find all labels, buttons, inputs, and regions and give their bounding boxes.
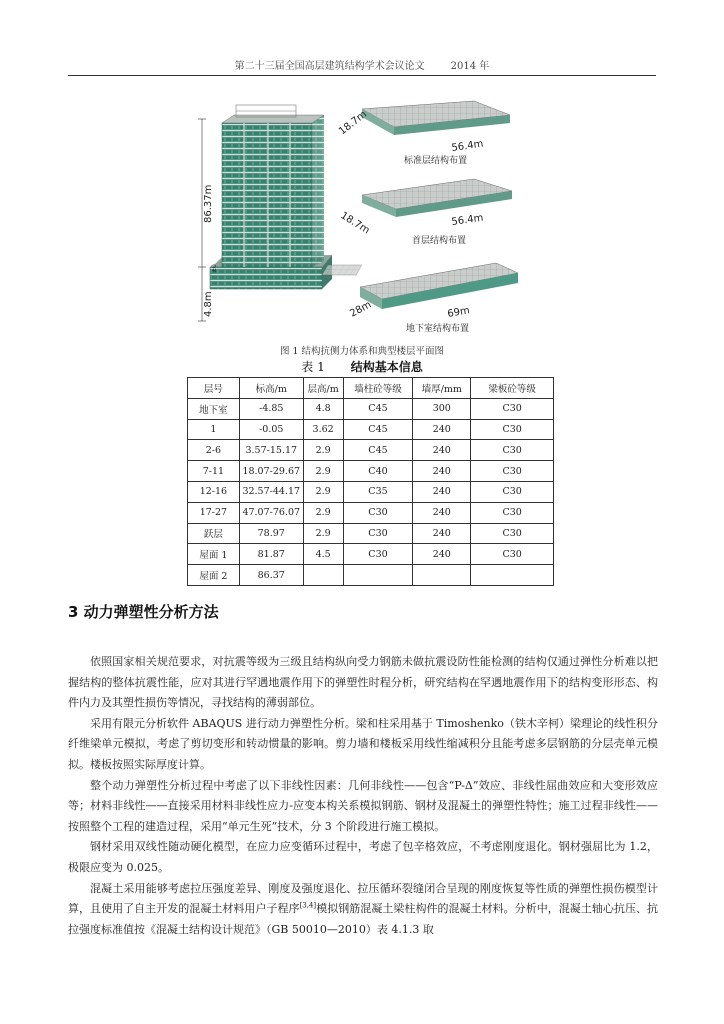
table-number: 表 1	[301, 360, 325, 374]
table-cell: C30	[471, 419, 554, 440]
table-cell: 81.87	[239, 544, 303, 565]
table-cell: 1	[188, 419, 240, 440]
table-row	[188, 481, 554, 502]
table-cell	[413, 565, 471, 586]
table-cell: 地下室	[188, 398, 240, 419]
table-cell: C40	[343, 461, 413, 482]
header-cell: 墙柱砼等级	[343, 378, 413, 399]
dim-base-height: 4.8m	[203, 291, 214, 317]
table-cell: C30	[471, 461, 554, 482]
table-cell: 3.62	[303, 419, 343, 440]
table-cell: C30	[343, 523, 413, 544]
table-cell: C30	[471, 502, 554, 523]
structure-info-table	[187, 377, 554, 586]
citation-ref: [3,4]	[299, 901, 317, 910]
basement-length: 69m	[446, 305, 471, 320]
table-cell: C35	[343, 481, 413, 502]
paragraph: 整个动力弹塑性分析过程中考虑了以下非线性因素：几何非线性——包含“P-Δ”效应、非线性屈曲效应和大变形效应等；材料非线性——直接采用材料非线性应力-应变本构关系模拟钢筋、钢材及混凝土的弹塑性特性；施工过程非线性——按照整个工程的建造过程，采用“单元生死”技术，分 3 个阶段进行施工模拟。	[68, 778, 658, 833]
table-cell: 12-16	[188, 481, 240, 502]
table-cell: -4.85	[239, 398, 303, 419]
first-floor-plan	[362, 179, 512, 217]
tower-model	[210, 105, 332, 289]
table-cell: 2.9	[303, 461, 343, 482]
table-cell: 240	[413, 440, 471, 461]
table-cell: 78.97	[239, 523, 303, 544]
table-cell: C30	[343, 544, 413, 565]
table-cell: 47.07-76.07	[239, 502, 303, 523]
standard-floor-width: 18.7m	[337, 108, 370, 138]
table-cell: 2.9	[303, 481, 343, 502]
table-cell: 2.9	[303, 440, 343, 461]
standard-floor-length: 56.4m	[450, 138, 485, 154]
table-cell: C30	[471, 398, 554, 419]
paragraph: 依照国家相关规范要求，对抗震等级为三级且结构纵向受力钢筋未做抗震设防性能检测的结构仅通过弹性分析难以把握结构的整体抗震性能，应对其进行罕遇地震作用下的弹塑性时程分析，研究结构在罕遇地震作用下的结构变形形态、构件内力及其塑性损伤等情况，寻找结构的薄弱部位。	[68, 655, 658, 710]
standard-floor-label: 标准层结构布置	[404, 156, 468, 166]
running-header	[68, 58, 656, 76]
first-floor-length: 56.4m	[450, 212, 485, 228]
table-row	[188, 565, 554, 586]
table-cell: 240	[413, 502, 471, 523]
table-row	[188, 461, 554, 482]
table-cell: C45	[343, 419, 413, 440]
table-row	[188, 544, 554, 565]
table-row	[188, 502, 554, 523]
paragraph: 采用有限元分析软件 ABAQUS 进行动力弹塑性分析。梁和柱采用基于 Timoshenko（铁木辛柯）梁理论的线性积分纤维梁单元模拟，考虑了剪切变形和转动惯量的影响。剪力墙和楼板采用线性缩减积分且能考虑多层钢筋的分层壳单元模拟。楼板按照实际厚度计算。	[68, 716, 658, 771]
table-cell: C45	[343, 440, 413, 461]
table-title	[0, 358, 724, 375]
table-cell: 18.07-29.67	[239, 461, 303, 482]
paragraph-text: 模拟钢筋混凝土梁柱构件的混凝土材料。分析中，混凝土轴心抗压、抗拉强度标准值按《混凝土结构设计规范》（GB 50010—2010）表 4.1.3 取	[68, 902, 658, 936]
table-cell: -0.05	[239, 419, 303, 440]
table-cell: 86.37	[239, 565, 303, 586]
table-cell: 屋面 2	[188, 565, 240, 586]
basement-plan	[322, 263, 518, 309]
header-cell: 墙厚/mm	[413, 378, 471, 399]
table-cell: 240	[413, 544, 471, 565]
basement-label: 地下室结构布置	[406, 324, 470, 334]
table-cell: 17-27	[188, 502, 240, 523]
table-cell	[343, 565, 413, 586]
structure-figure	[190, 95, 520, 345]
table-cell: 240	[413, 523, 471, 544]
table-row	[188, 440, 554, 461]
dim-total-height: 86.37m	[203, 184, 214, 223]
table-row	[188, 419, 554, 440]
header-year: 2014 年	[450, 61, 490, 72]
table-row	[188, 398, 554, 419]
table-cell: 32.57-44.17	[239, 481, 303, 502]
first-floor-label: 首层结构布置	[412, 236, 467, 246]
figure-caption: 图 1 结构抗侧力体系和典型楼层平面图	[279, 346, 445, 357]
section-title: 3 动力弹塑性分析方法	[68, 603, 219, 621]
dim-plus-zero: ±0	[211, 264, 218, 273]
table-cell: 屋面 1	[188, 544, 240, 565]
header-cell: 梁板砼等级	[471, 378, 554, 399]
table-cell: 3.57-15.17	[239, 440, 303, 461]
paragraph-text: 混凝土采用能够考虑拉压强度差异、刚度及强度退化、拉压循环裂缝闭合呈现的刚度恢复等性质的弹塑性损伤模型计算，且使用了自主开发的混凝土材料用户子程序	[68, 881, 658, 916]
table-cell: 2.9	[303, 502, 343, 523]
header-cell: 层号	[188, 378, 240, 399]
table-cell: C30	[471, 440, 554, 461]
table-cell	[303, 565, 343, 586]
table-cell: C30	[471, 481, 554, 502]
standard-floor-plan	[362, 101, 510, 135]
table-cell: 240	[413, 461, 471, 482]
table-title-text: 结构基本信息	[350, 360, 423, 374]
table-cell: 2.9	[303, 523, 343, 544]
table-cell: 240	[413, 481, 471, 502]
paragraph	[68, 879, 658, 941]
table-cell: 7-11	[188, 461, 240, 482]
table-cell: 300	[413, 398, 471, 419]
table-cell	[471, 565, 554, 586]
header-cell: 标高/m	[239, 378, 303, 399]
table-cell: C30	[471, 544, 554, 565]
table-cell: 240	[413, 419, 471, 440]
table-cell: 4.8	[303, 398, 343, 419]
table-header-row	[188, 378, 554, 399]
basement-width: 28m	[348, 299, 374, 320]
table-cell: C30	[471, 523, 554, 544]
header-cell: 层高/m	[303, 378, 343, 399]
table-cell: 2-6	[188, 440, 240, 461]
table-cell: 4.5	[303, 544, 343, 565]
paragraph: 钢材采用双线性随动硬化模型，在应力应变循环过程中，考虑了包辛格效应，不考虑刚度退化。钢材强屈比为 1.2，极限应变为 0.025。	[68, 840, 658, 874]
table-cell: C45	[343, 398, 413, 419]
body-text	[68, 652, 658, 940]
table-cell: 跃层	[188, 523, 240, 544]
header-title: 第二十三届全国高层建筑结构学术会议论文	[234, 61, 425, 72]
table-cell: C30	[343, 502, 413, 523]
first-floor-width: 18.7m	[338, 210, 372, 237]
table-row	[188, 523, 554, 544]
